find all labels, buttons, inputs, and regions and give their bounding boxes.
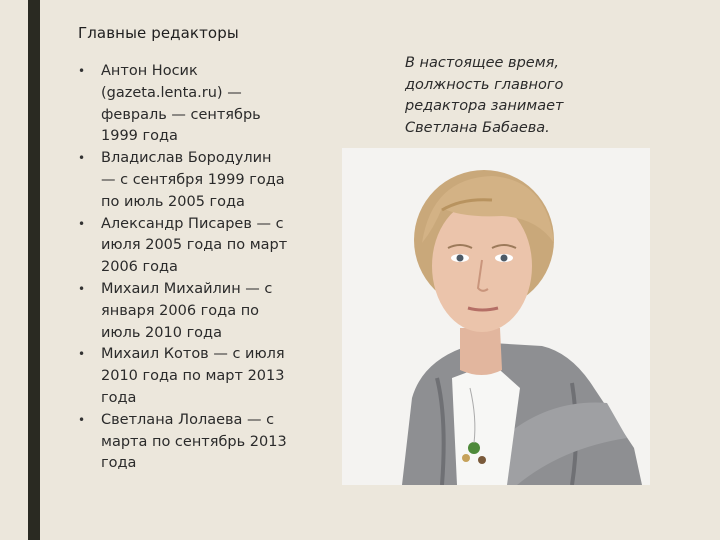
list-item-text: Светлана Лолаева — с марта по сентябрь 2013 года [101, 411, 287, 472]
list-item [78, 214, 288, 279]
bullet-icon: • [78, 281, 86, 296]
bullet-icon: • [78, 151, 86, 166]
list-item [78, 279, 288, 344]
list-item-text: Александр Писарев — с июля 2005 года по март 2006 года [101, 215, 288, 276]
left-accent-bar [28, 0, 40, 540]
list-item-text: Антон Носик (gazeta.lenta.ru) — февраль — сентябрь 1999 года [101, 63, 261, 145]
bullet-icon: • [78, 64, 86, 78]
list-item-text: Владислав Бородулин — с сентября 1999 года по июль 2005 года [101, 150, 285, 210]
list-item-text: Михаил Котов — с июля 2010 года по март 2013 года [101, 346, 285, 406]
list-item [78, 344, 288, 409]
list-item [78, 148, 288, 213]
bullet-icon: • [78, 216, 86, 231]
editor-list [78, 61, 288, 475]
slide-title: Главные редакторы [78, 24, 239, 42]
current-editor-note: В настоящее время, должность главного редактора занимает Светлана Бабаева. [405, 55, 564, 136]
list-item [78, 61, 288, 148]
portrait-illustration [342, 148, 650, 485]
list-item [78, 410, 288, 475]
bullet-icon: • [78, 412, 86, 427]
bullet-icon: • [78, 347, 86, 362]
list-item-text: Михаил Михайлин — с января 2006 года по июль 2010 года [101, 280, 273, 341]
portrait-photo [342, 148, 650, 485]
